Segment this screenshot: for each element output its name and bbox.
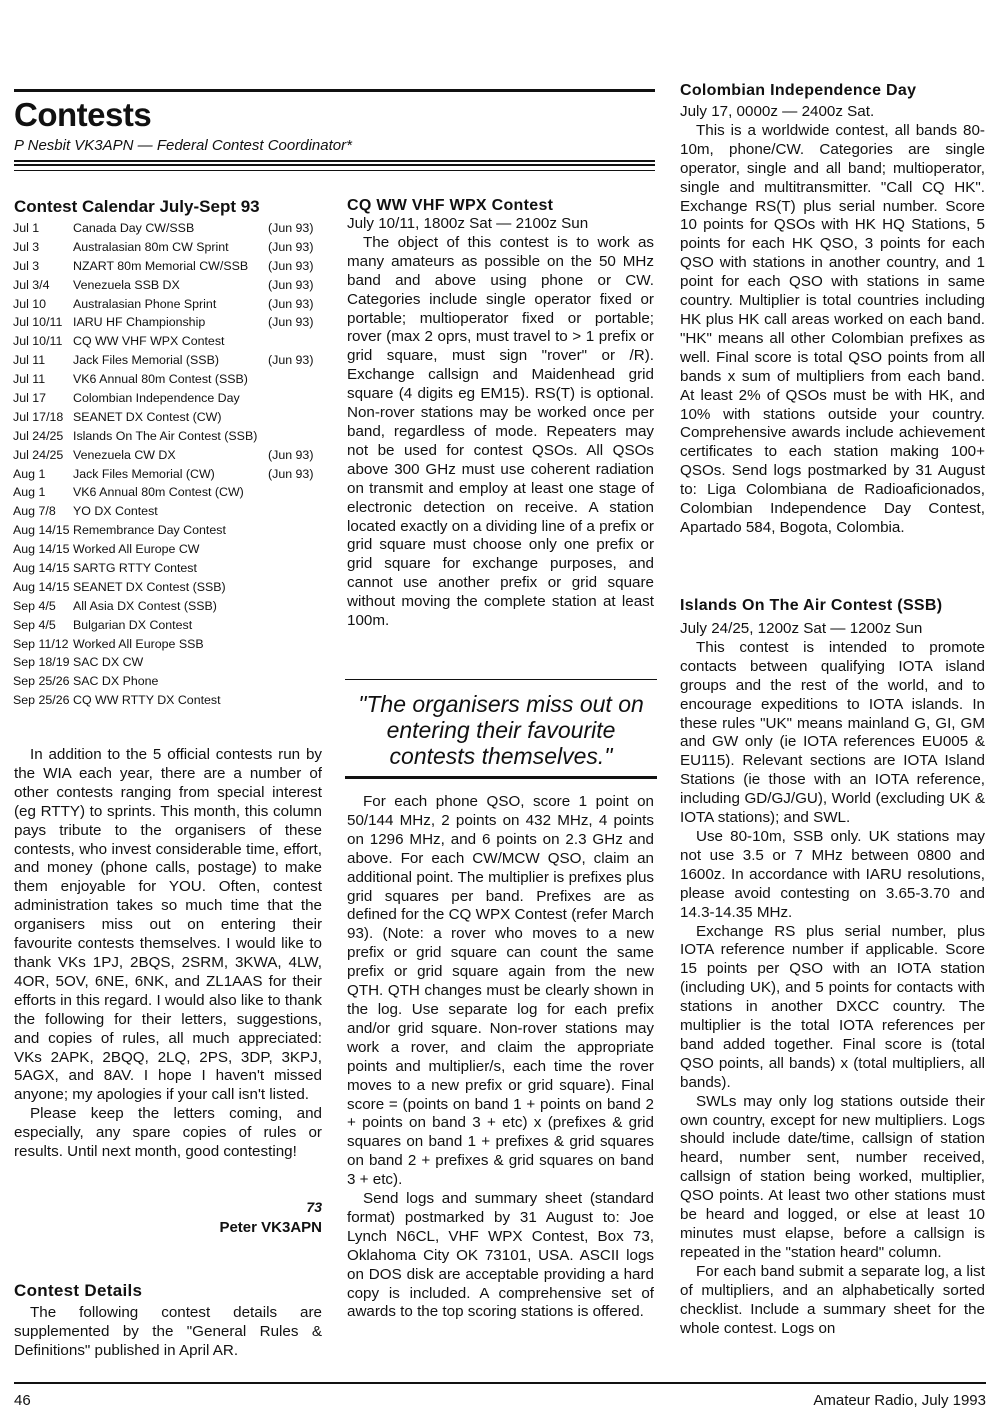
- calendar-contest-name: VK6 Annual 80m Contest (SSB): [73, 372, 248, 387]
- calendar-row: [13, 655, 318, 674]
- vhf-wpx-body: [347, 215, 654, 631]
- calendar-reference: [268, 599, 318, 618]
- calendar-contest-name: Australasian 80m CW Sprint: [73, 239, 229, 254]
- calendar-reference: [268, 618, 318, 637]
- calendar-reference: (Jun 93): [268, 239, 314, 254]
- calendar-row: [13, 580, 318, 599]
- calendar-row: [13, 353, 318, 372]
- byline-rule-3: [14, 170, 655, 171]
- calendar-reference: (Jun 93): [268, 353, 314, 368]
- calendar-contest-name: Venezuela SSB DX: [73, 277, 180, 292]
- calendar-contest-name: NZART 80m Memorial CW/SSB: [73, 258, 249, 273]
- iota-body: [680, 620, 985, 1338]
- calendar-contest-name: SEANET DX Contest (SSB): [73, 579, 226, 594]
- calendar-row: [13, 429, 318, 448]
- calendar-row: [13, 693, 318, 712]
- calendar-contest-name: Venezuela CW DX: [73, 447, 176, 462]
- iota-paragraph-1: This contest is intended to promote contacts between qualifying IOTA island groups and the rest of the world, and to encourage expeditions to IOTA islands. In these rules "UK" means mainland G, GI, GM and GW only (ie IOTA references EU005 & EU115). Relevant sections are IOTA Island Stations (ie those with an IOTA reference, including GD/GJ/GU), World (excluding UK & IOTA stations); and SWL.: [680, 638, 985, 827]
- calendar-contest-name: Colombian Independence Day: [73, 391, 240, 406]
- byline-rule-2: [14, 164, 655, 166]
- calendar-row: [13, 599, 318, 618]
- calendar-contest-name: Bulgarian DX Contest: [73, 617, 193, 632]
- calendar-row: [13, 278, 318, 297]
- calendar-row: [13, 372, 318, 391]
- calendar-date: Aug 14/15: [13, 561, 70, 576]
- vhf-wpx-scoring: [347, 793, 654, 1322]
- calendar-reference: [268, 580, 318, 599]
- calendar-date: Sep 4/5: [13, 617, 56, 632]
- calendar-reference: [268, 523, 318, 542]
- calendar-date: Jul 3/4: [13, 277, 50, 292]
- quote-rule-top: [345, 679, 657, 680]
- calendar-row: [13, 297, 318, 316]
- iota-paragraph-5: For each band submit a separate log, a list of multipliers, and an alphabetically sorted checklist. Include a summary sheet for the whole contest. Logs on: [680, 1262, 985, 1337]
- calendar-date: Aug 1: [13, 466, 46, 481]
- calendar-reference: (Jun 93): [268, 221, 314, 235]
- calendar-date: Jul 3: [13, 239, 40, 254]
- calendar-reference: [268, 372, 318, 391]
- calendar-reference: [268, 504, 318, 523]
- calendar-reference: [268, 334, 318, 353]
- byline: P Nesbit VK3APN — Federal Contest Coordinator*: [14, 137, 352, 154]
- contest-details-text: [14, 1304, 322, 1361]
- iota-paragraph-3: Exchange RS plus serial number, plus IOTA reference number if applicable. Score 15 points per QSO with an IOTA station (including UK), and 5 points for contacts with stations in another DXCC country. The multiplier is the total IOTA references per band added together. Final score is (total QSO points, all bands) x (total multipliers, all bands).: [680, 922, 985, 1091]
- calendar-reference: [268, 410, 318, 429]
- calendar-row: [13, 542, 318, 561]
- contest-details-heading: Contest Details: [14, 1281, 143, 1300]
- calendar-contest-name: SAC DX Phone: [73, 674, 159, 689]
- calendar-reference: (Jun 93): [268, 447, 314, 462]
- calendar-date: Jul 10: [13, 296, 47, 311]
- calendar-row: [13, 485, 318, 504]
- calendar-reference: [268, 674, 318, 693]
- calendar-row: [13, 618, 318, 637]
- colombian-body: [680, 103, 985, 538]
- intro-paragraph-2: Please keep the letters coming, and especially, any spare copies of rules or results. Until next month, good contesting!: [14, 1105, 322, 1161]
- calendar-reference: [268, 637, 318, 656]
- pull-quote: "The organisers miss out on entering their favourite contests themselves.": [358, 691, 644, 769]
- page-title: Contests: [14, 96, 152, 133]
- calendar-date: Jul 17: [13, 391, 47, 406]
- vhf-wpx-paragraph-2: For each phone QSO, score 1 point on 50/144 MHz, 2 points on 432 MHz, 4 points on 1296 MHz, and 6 points on 2.3 GHz and above. For each CW/MCW QSO, claim an additional point. The multiplier is prefixes plus grid squares per band. Prefixes are as defined for the CQ WPX Contest (refer March 93). (Note: a rover who moves to a new prefix or grid square can count the same prefix or grid square again from the new QTH. QTH changes must be clearly shown in the log. Use separate log for each prefix and/or grid square. Non-rover stations may work a rover, and claim the appropriate points and multiplier/s, each time the rover moves to a new prefix or grid square). Final score = (points on band 1 + points on band 2 + points on band 3 + etc) x (prefixes & grid squares on band 1 + prefixes & grid squares on band 2 + prefixes & grid squares on band 3 + etc).: [347, 793, 654, 1189]
- calendar-row: [13, 259, 318, 278]
- footer-rule: [14, 1382, 986, 1384]
- calendar-date: Jul 11: [13, 353, 46, 368]
- calendar-row: [13, 410, 318, 429]
- calendar-row: [13, 467, 318, 486]
- byline-rule-1: [14, 160, 655, 162]
- calendar-reference: (Jun 93): [268, 296, 314, 311]
- calendar-contest-name: Jack Files Memorial (SSB): [73, 353, 219, 368]
- iota-dates: July 24/25, 1200z Sat — 1200z Sun: [680, 620, 923, 637]
- calendar-date: Jul 24/25: [13, 428, 64, 443]
- vhf-wpx-dates: July 10/11, 1800z Sat — 2100z Sun: [347, 215, 589, 232]
- calendar-date: Aug 1: [13, 485, 46, 500]
- calendar-date: Jul 17/18: [13, 409, 64, 424]
- calendar-row: [13, 523, 318, 542]
- vhf-wpx-paragraph-3: Send logs and summary sheet (standard format) postmarked by 31 August to: Joe Lynch N6CL, VHF WPX Contest, Box 73, Oklahoma City OK 73101, USA. ASCII logs on DOS disk are acceptable providing a hard copy is included. A comprehensive set of awards to the top scoring stations is offered.: [347, 1190, 654, 1321]
- publication-name: Amateur Radio, July 1993: [813, 1392, 986, 1409]
- calendar-row: [13, 334, 318, 353]
- intro-text: [14, 746, 322, 1162]
- calendar-reference: [268, 542, 318, 561]
- calendar-row: [13, 504, 318, 523]
- calendar-date: Sep 4/5: [13, 598, 56, 613]
- calendar-date: Sep 25/26: [13, 693, 70, 708]
- calendar-date: Jul 11: [13, 372, 46, 387]
- calendar-contest-name: SAC DX CW: [73, 655, 144, 670]
- calendar-date: Aug 14/15: [13, 542, 70, 557]
- sign-73: 73: [306, 1199, 322, 1215]
- quote-rule-bottom: [345, 776, 657, 779]
- calendar-contest-name: Worked All Europe CW: [73, 542, 200, 557]
- calendar-date: Jul 10/11: [13, 334, 63, 349]
- iota-paragraph-2: Use 80-10m, SSB only. UK stations may not use 3.5 or 7 MHz between 0800 and 1600z. In accordance with IARU resolutions, please avoid contesting on 3.65-3.70 and 14.3-14.35 MHz.: [680, 827, 985, 921]
- calendar-row: [13, 240, 318, 259]
- calendar-contest-name: All Asia DX Contest (SSB): [73, 598, 217, 613]
- calendar-reference: [268, 693, 318, 712]
- calendar-contest-name: Worked All Europe SSB: [73, 636, 204, 651]
- calendar-row: [13, 315, 318, 334]
- vhf-wpx-heading: CQ WW VHF WPX Contest: [347, 197, 554, 214]
- calendar-contest-name: VK6 Annual 80m Contest (CW): [73, 485, 244, 500]
- calendar-date: Aug 7/8: [13, 504, 56, 519]
- calendar-reference: [268, 429, 318, 448]
- iota-heading: Islands On The Air Contest (SSB): [680, 597, 943, 614]
- calendar-contest-name: CQ WW RTTY DX Contest: [73, 693, 221, 708]
- calendar-row: [13, 674, 318, 693]
- calendar-reference: (Jun 93): [268, 466, 314, 481]
- calendar-contest-name: CQ WW VHF WPX Contest: [73, 334, 225, 349]
- calendar-contest-name: Remembrance Day Contest: [73, 523, 226, 538]
- calendar-reference: (Jun 93): [268, 277, 314, 292]
- calendar-row: [13, 391, 318, 410]
- calendar-date: Jul 1: [13, 221, 40, 235]
- colombian-paragraph: This is a worldwide contest, all bands 80-10m, phone/CW. Categories are single operator, single and all band; multioperator, single and multitransmitter. "Call CQ HK". Exchange RS(T) plus serial number. Score 10 points for QSOs with HK HQ Stations, 5 points for each HK QSO, 3 points for each QSO with stations in another country, and 1 point for each QSO with stations in same country. Multiplier is total countries including HK plus HK call areas worked on each band. "HK" means all other Colombian prefixes as well. Final score is total QSO points from all bands x sum of multipliers from each band. At least 2% of QSOs must be with HK, and 10% with stations outside your country. Comprehensive awards include achievement certificates to each station making 100+ QSOs. Send logs postmarked by 31 August to: Liga Colombiana de Radioaficionados, Colombian Independence Day Contest, Apartado 584, Bogota, Colombia.: [680, 121, 985, 536]
- calendar-reference: (Jun 93): [268, 315, 314, 330]
- calendar-contest-name: Canada Day CW/SSB: [73, 221, 195, 235]
- calendar-row: [13, 221, 318, 240]
- calendar-row: [13, 637, 318, 656]
- calendar-date: Jul 24/25: [13, 447, 64, 462]
- calendar-reference: [268, 655, 318, 674]
- calendar-date: Jul 3: [13, 258, 40, 273]
- vhf-wpx-paragraph-1: The object of this contest is to work as many amateurs as possible on the 50 MHz band and above using phone or CW. Categories include single operator fixed or portable; multioperator fixed or portable; rover (max 2 oprs, must travel to > 1 prefix or grid square, must sign "rover" or /R). Exchange callsign and Maidenhead grid square (4 digits eg EM15). RS(T) is optional. Non-rover stations may be worked once per band, regardless of mode. Repeaters may not be used for contest QSOs. All QSOs above 300 GHz must use coherent radiation on transmit and employ at least one stage of electronic detection on receive. A station located exactly on a dividing line of a prefix or grid square must choose only one prefix or grid square for exchange purposes, and cannot use another prefix or grid square without moving the complete station at least 100m.: [347, 233, 654, 630]
- calendar-reference: (Jun 93): [268, 258, 314, 273]
- colombian-dates: July 17, 0000z — 2400z Sat.: [680, 103, 875, 120]
- calendar-contest-name: Australasian Phone Sprint: [73, 296, 217, 311]
- calendar-contest-name: Islands On The Air Contest (SSB): [73, 428, 258, 443]
- calendar-date: Sep 11/12: [13, 636, 69, 651]
- calendar-reference: [268, 391, 318, 410]
- calendar-row: [13, 448, 318, 467]
- iota-paragraph-4: SWLs may only log stations outside their own country, except for new multipliers. Logs should include date/time, callsign of station heard, number sent, number received, callsign of station being worked, multiplier, QSO points. At least two other stations must be heard and logged, or else at least 10 minutes must elapse, before a callsign is repeated in the "station heard" column.: [680, 1092, 985, 1261]
- page-number: 46: [14, 1392, 31, 1409]
- calendar-date: Aug 14/15: [13, 523, 70, 538]
- calendar-row: [13, 561, 318, 580]
- calendar-contest-name: SARTG RTTY Contest: [73, 561, 197, 576]
- intro-paragraph-1: In addition to the 5 official contests run by the WIA each year, there are a number of other contests ranging from special interest (eg RTTY) to sprints. This month, this column pays tribute to the organisers of these contests, who invest considerable time, effort, and money (phone calls, postage) to make them enjoyable for YOU. Often, contest administration takes so much time that the organisers miss out on entering their favourite contests themselves. I would like to thank VKs 1PJ, 2BQS, 2SRM, 3KWA, 4LW, 4OR, 5OV, 6NE, 6NK, and ZL1AAS for their efforts in this regard. I would also like to thank the following for their letters, suggestions, and copies of rules, all much appreciated: VKs 2APK, 2BQQ, 2LQ, 2PS, 3DP, 3KPJ, 5AGX, and 8AV. I hope I haven't missed anyone; my apologies if your call isn't listed.: [14, 746, 322, 1104]
- calendar-title: Contest Calendar July-Sept 93: [14, 197, 260, 216]
- calendar-reference: [268, 485, 318, 504]
- signature: Peter VK3APN: [219, 1219, 322, 1236]
- calendar-reference: [268, 561, 318, 580]
- calendar-contest-name: Jack Files Memorial (CW): [73, 466, 215, 481]
- calendar-date: Sep 25/26: [13, 674, 70, 689]
- calendar-date: Sep 18/19: [13, 655, 70, 670]
- calendar-date: Aug 14/15: [13, 579, 70, 594]
- calendar-contest-name: YO DX Contest: [73, 504, 158, 519]
- top-rule: [14, 89, 655, 92]
- calendar-contest-name: SEANET DX Contest (CW): [73, 409, 222, 424]
- calendar-table: [13, 221, 318, 712]
- contest-details-paragraph: The following contest details are supplemented by the "General Rules & Definitions" published in April AR.: [14, 1304, 322, 1359]
- calendar-date: Jul 10/11: [13, 315, 63, 330]
- colombian-heading: Colombian Independence Day: [680, 82, 917, 99]
- calendar-contest-name: IARU HF Championship: [73, 315, 206, 330]
